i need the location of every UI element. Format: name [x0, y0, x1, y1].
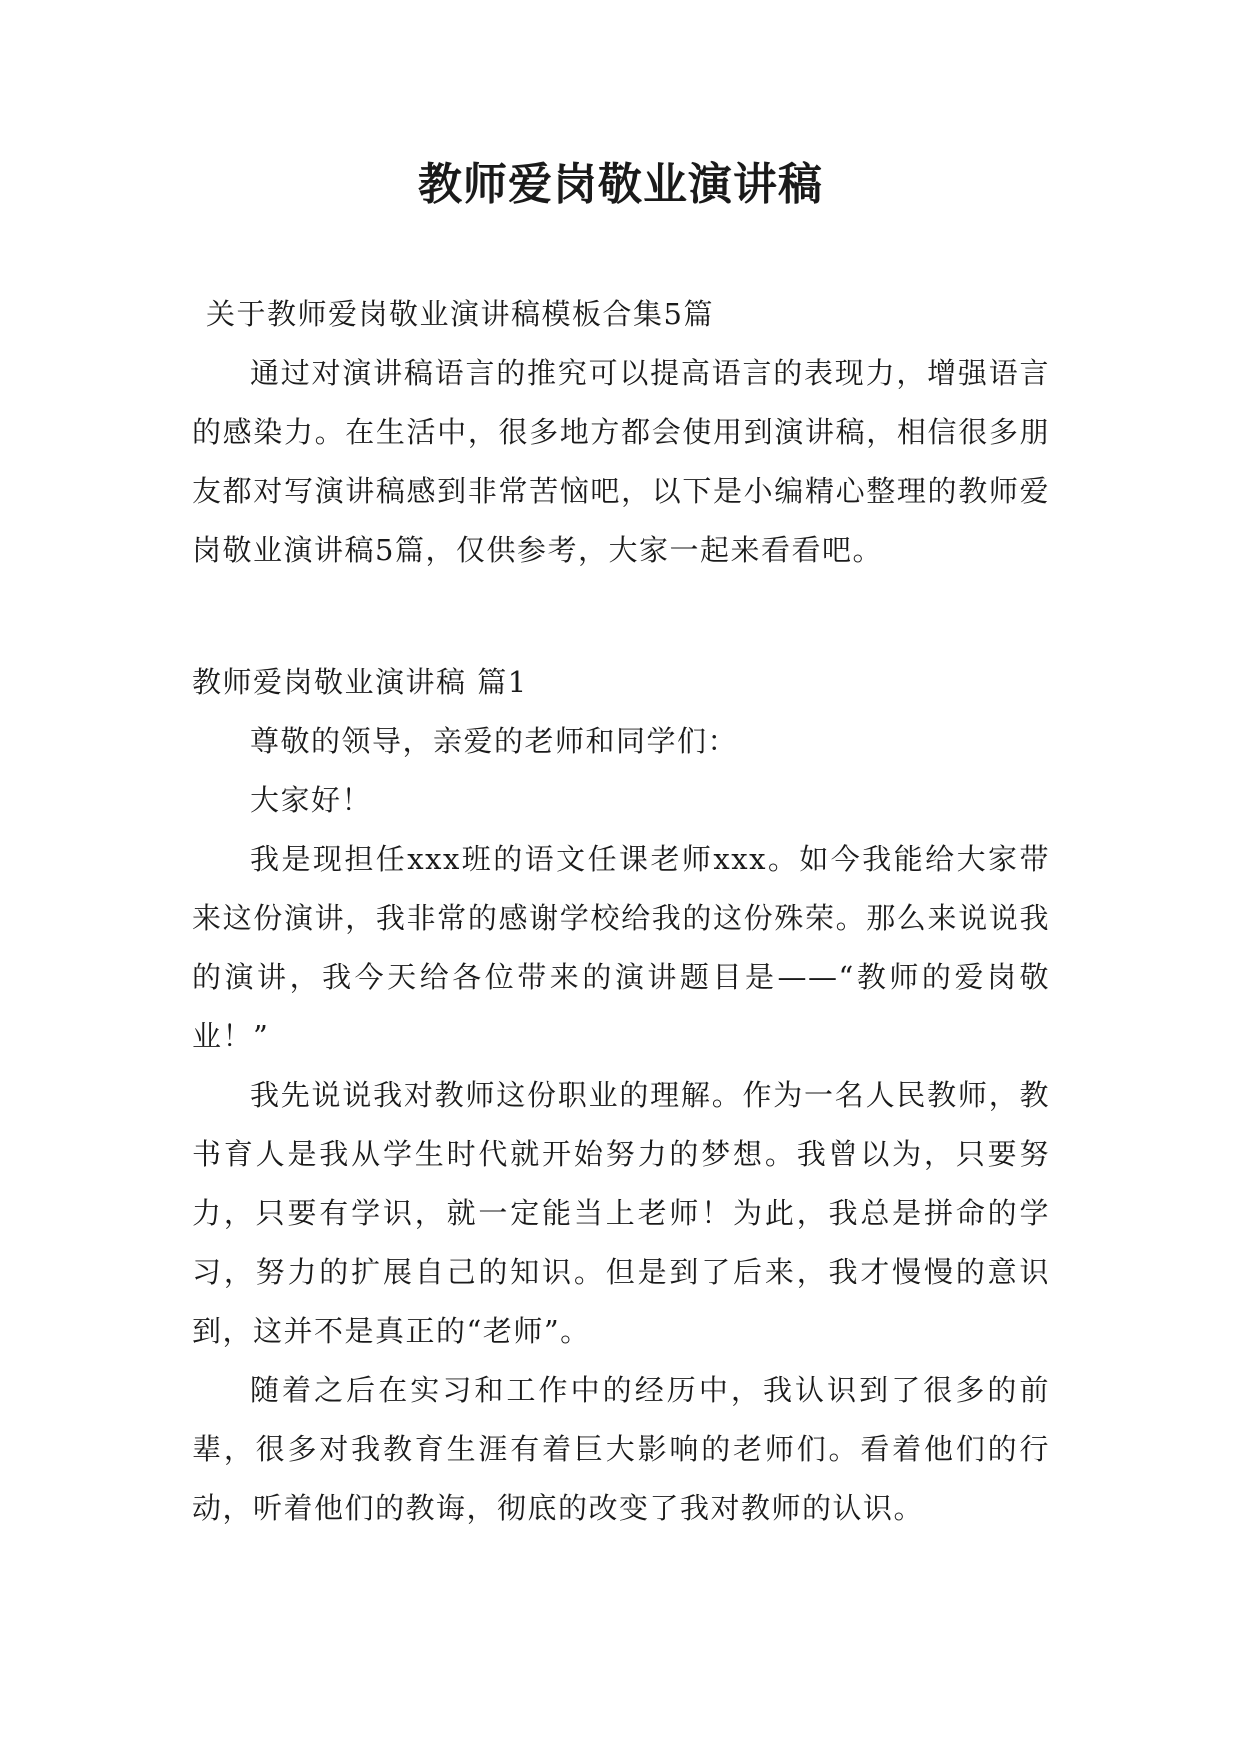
body-paragraph: 我先说说我对教师这份职业的理解。作为一名人民教师，教书育人是我从学生时代就开始努力的梦想。我曾以为，只要努力，只要有学识，就一定能当上老师！为此，我总是拼命的学习，努力的扩展自己的知识。但是到了后来，我才慢慢的意识到，这并不是真正的“老师”。 [192, 1078, 1050, 1348]
salutation-paragraph: 尊敬的领导，亲爱的老师和同学们： [250, 724, 739, 758]
document-body [192, 285, 1050, 1538]
body-paragraph: 我是现担任xxx班的语文任课老师xxx。如今我能给大家带来这份演讲，我非常的感谢学校给我的这份殊荣。那么来说说我的演讲，我今天给各位带来的演讲题目是——“教师的爱岗敬业！” [192, 842, 1050, 1053]
document-title: 教师爱岗敬业演讲稿 [418, 159, 823, 210]
greeting-paragraph: 大家好！ [250, 783, 373, 817]
intro-paragraph: 通过对演讲稿语言的推究可以提高语言的表现力，增强语言的感染力。在生活中，很多地方都会使用到演讲稿，相信很多朋友都对写演讲稿感到非常苦恼吧，以下是小编精心整理的教师爱岗敬业演讲稿5篇，仅供参考，大家一起来看看吧。 [192, 356, 1050, 567]
body-paragraph: 随着之后在实习和工作中的经历中，我认识到了很多的前辈，很多对我教育生涯有着巨大影响的老师们。看着他们的行动，听着他们的教诲，彻底的改变了我对教师的认识。 [192, 1373, 1050, 1525]
section-heading: 教师爱岗敬业演讲稿 篇1 [192, 665, 528, 699]
document-subtitle: 关于教师爱岗敬业演讲稿模板合集5篇 [206, 297, 714, 331]
section-spacer [192, 580, 1050, 653]
